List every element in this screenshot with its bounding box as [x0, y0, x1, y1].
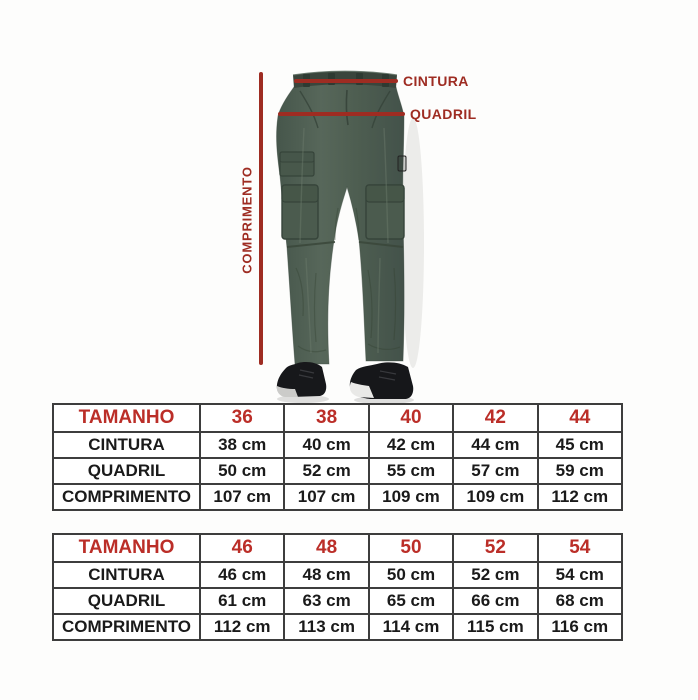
measure-value-cell: 44 cm	[453, 432, 537, 458]
measure-value-cell: 48 cm	[284, 562, 368, 588]
table-row	[53, 432, 622, 458]
table-row	[53, 614, 622, 640]
measure-value-cell: 107 cm	[200, 484, 284, 510]
table-row	[53, 458, 622, 484]
size-col-header: 46	[200, 534, 284, 562]
measure-value-cell: 46 cm	[200, 562, 284, 588]
measure-value-cell: 55 cm	[369, 458, 453, 484]
measure-value-cell: 107 cm	[284, 484, 368, 510]
size-col-header: 44	[538, 404, 622, 432]
measure-value-cell: 52 cm	[284, 458, 368, 484]
size-col-header: 52	[453, 534, 537, 562]
measure-value-cell: 59 cm	[538, 458, 622, 484]
measure-row-label: QUADRIL	[53, 588, 200, 614]
measure-value-cell: 116 cm	[538, 614, 622, 640]
measure-value-cell: 50 cm	[369, 562, 453, 588]
measure-value-cell: 57 cm	[453, 458, 537, 484]
table-row	[53, 588, 622, 614]
measure-value-cell: 66 cm	[453, 588, 537, 614]
table-row	[53, 484, 622, 510]
sneakers	[277, 362, 413, 399]
table-header-row	[53, 534, 622, 562]
cargo-pocket-right	[366, 185, 404, 239]
size-header-label: TAMANHO	[53, 404, 200, 432]
measure-value-cell: 109 cm	[453, 484, 537, 510]
size-table-large-sizes	[52, 533, 623, 641]
table-row	[53, 562, 622, 588]
measure-row-label: COMPRIMENTO	[53, 614, 200, 640]
cintura-label: CINTURA	[403, 73, 469, 89]
measure-row-label: QUADRIL	[53, 458, 200, 484]
table-header-row	[53, 404, 622, 432]
size-col-header: 40	[369, 404, 453, 432]
size-header-label: TAMANHO	[53, 534, 200, 562]
measure-value-cell: 68 cm	[538, 588, 622, 614]
size-col-header: 42	[453, 404, 537, 432]
size-col-header: 48	[284, 534, 368, 562]
measure-value-cell: 61 cm	[200, 588, 284, 614]
measure-value-cell: 65 cm	[369, 588, 453, 614]
comprimento-label: COMPRIMENTO	[239, 166, 255, 274]
measure-value-cell: 63 cm	[284, 588, 368, 614]
measure-row-label: CINTURA	[53, 432, 200, 458]
size-col-header: 50	[369, 534, 453, 562]
measure-value-cell: 45 cm	[538, 432, 622, 458]
measure-value-cell: 115 cm	[453, 614, 537, 640]
waist-measure-line	[294, 79, 398, 83]
measure-row-label: CINTURA	[53, 562, 200, 588]
side-tab-right	[398, 156, 406, 171]
quadril-label: QUADRIL	[410, 106, 477, 122]
size-table-small-sizes	[52, 403, 623, 511]
measure-value-cell: 109 cm	[369, 484, 453, 510]
measure-row-label: COMPRIMENTO	[53, 484, 200, 510]
hip-measure-line	[278, 112, 405, 116]
size-col-header: 38	[284, 404, 368, 432]
side-pocket-upper-left	[280, 152, 314, 176]
measure-value-cell: 54 cm	[538, 562, 622, 588]
measure-value-cell: 38 cm	[200, 432, 284, 458]
size-col-header: 54	[538, 534, 622, 562]
measure-value-cell: 50 cm	[200, 458, 284, 484]
measure-value-cell: 114 cm	[369, 614, 453, 640]
measure-value-cell: 52 cm	[453, 562, 537, 588]
cargo-pants-photo	[256, 58, 426, 408]
measure-value-cell: 113 cm	[284, 614, 368, 640]
length-measure-line	[259, 72, 263, 365]
measure-value-cell: 42 cm	[369, 432, 453, 458]
measure-value-cell: 40 cm	[284, 432, 368, 458]
measure-value-cell: 112 cm	[200, 614, 284, 640]
size-col-header: 36	[200, 404, 284, 432]
measure-value-cell: 112 cm	[538, 484, 622, 510]
